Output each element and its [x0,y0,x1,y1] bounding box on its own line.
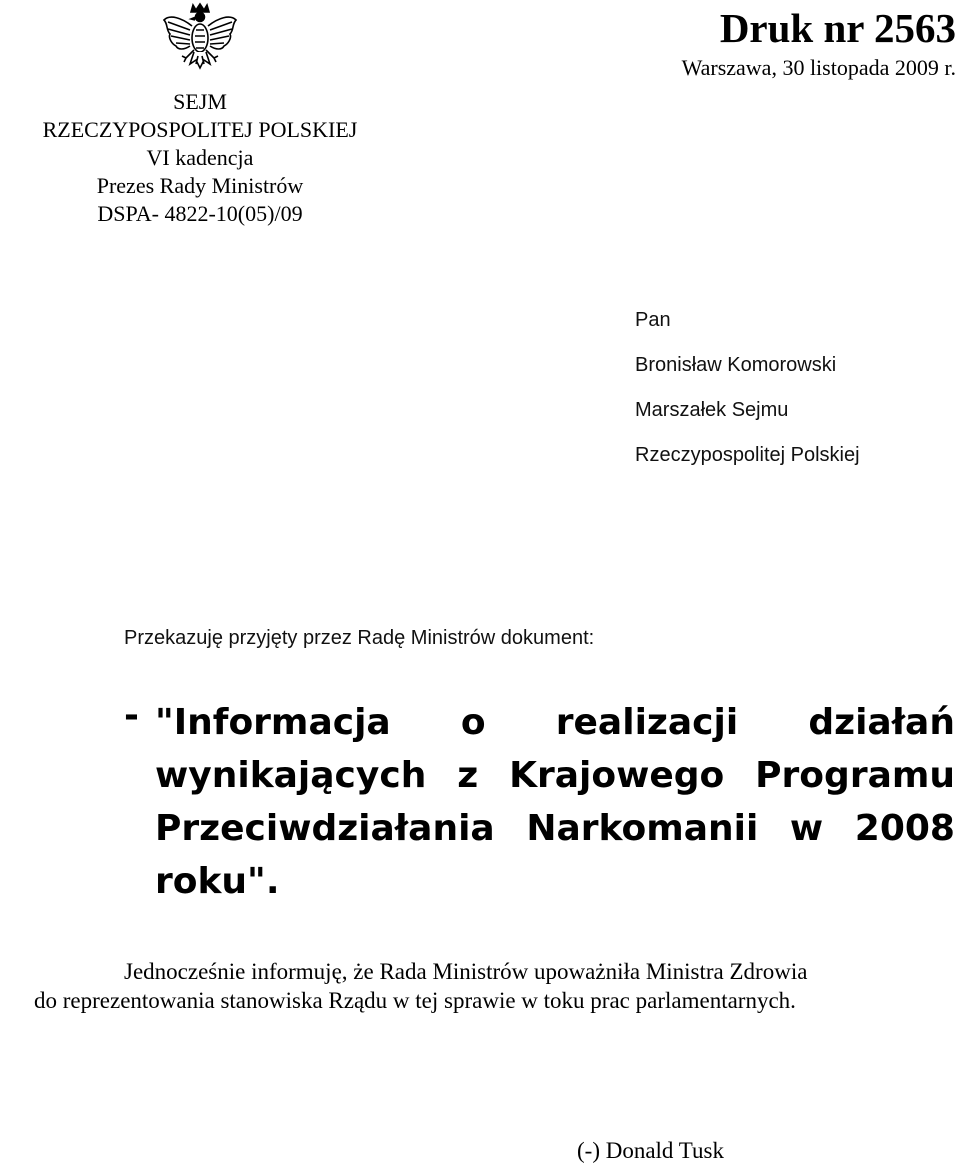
place-date: Warszawa, 30 listopada 2009 r. [681,55,956,80]
document-title-line-3 [155,802,955,855]
title-word: realizacji [555,702,739,743]
bullet-dash: - [124,695,139,736]
intro-sentence: Przekazuję przyjęty przez Radę Ministrów dokument: [124,627,595,649]
polish-eagle-emblem-icon [160,2,240,82]
title-word: w [789,808,824,849]
parliament-term: VI kadencja [146,145,254,170]
reference-number: DSPA- 4822-10(05)/09 [97,201,303,226]
sender: Prezes Rady Ministrów [96,173,304,198]
title-word: działań [808,702,955,743]
addressee-position: Marszałek Sejmu [635,399,789,421]
addressee-salutation: Pan [635,309,671,331]
title-word: Przeciwdziałania [155,808,495,849]
paragraph-line-2: do reprezentowania stanowiska Rządu w tej sprawie w toku prac parlamentarnych. [34,988,796,1013]
document-title-line-4: roku". [155,861,280,902]
institution-line-1: SEJM [173,89,227,114]
addressee-name: Bronisław Komorowski [635,354,837,376]
title-word: Narkomanii [526,808,759,849]
document-title [155,696,955,908]
title-word: 2008 [854,808,955,849]
print-number: Druk nr 2563 [719,5,956,51]
title-word: "Informacja [155,702,391,743]
document-title-line-2 [155,749,955,802]
header-institution-block [0,88,400,228]
title-word: z [457,755,479,796]
addressee-block [635,306,860,486]
paragraph-line-1: Jednocześnie informuję, że Rada Ministrów upoważniła Ministra Zdrowia [124,959,808,984]
addressee-state: Rzeczypospolitej Polskiej [635,444,860,466]
title-word: o [460,702,486,743]
title-word: Programu [755,755,955,796]
document-title-line-1 [155,696,955,749]
signature: (-) Donald Tusk [577,1138,724,1163]
institution-line-2: RZECZYPOSPOLITEJ POLSKIEJ [42,117,358,142]
title-word: wynikających [155,755,427,796]
authorization-paragraph [0,957,960,1015]
title-word: Krajowego [509,755,725,796]
